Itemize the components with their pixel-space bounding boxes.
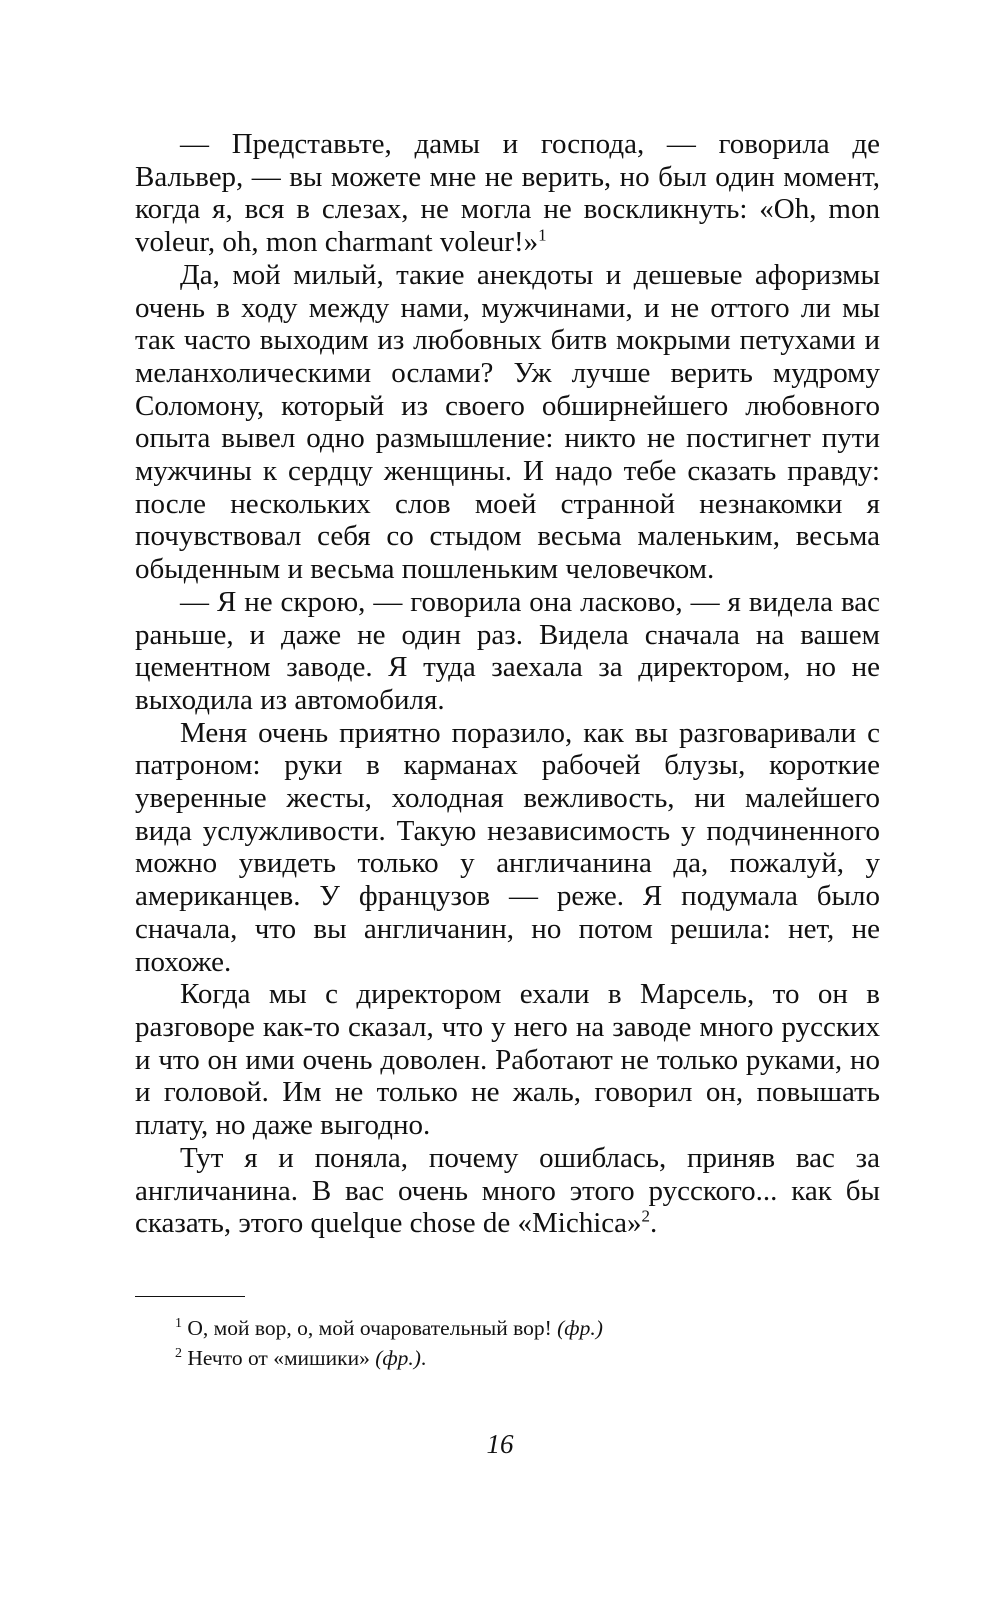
footnote: $^1$ О, мой вор, о, мой очаровательный вор! (фр.) — [175, 1315, 603, 1340]
footnote-language: (фр.) — [557, 1316, 603, 1340]
paragraph: Тут я и поняла, почему ошиблась, приняв вас за англичанина. В вас очень много этого русского... как бы сказать, этого quelque chose de «Michica»$^2$. — [135, 1141, 880, 1240]
footnote-language: (фр.) — [375, 1346, 421, 1370]
main-text — [135, 128, 880, 1240]
footnotes — [175, 1313, 875, 1373]
paragraph: Да, мой милый, такие анекдоты и дешевые афоризмы очень в ходу между нами, мужчинами, и не оттого ли мы так часто выходим из любовных битв мокрыми петухами и меланхолическими ослами? Уж лучше верить мудрому Соломону, который из своего обширнейшего любовного опыта вывел одно размышление: никто не постигнет пути мужчины к сердцу женщины. И надо тебе сказать правду: после нескольких слов моей странной незнакомки я почувствовал себя со стыдом весьма маленьким, весьма обыденным и весьма пошленьким человечком. — [135, 258, 880, 586]
paragraph: — Представьте, дамы и господа, — говорила де Вальвер, — вы можете мне не верить, но был один момент, когда я, вся в слезах, не могла не воскликнуть: «Oh, mon voleur, oh, mon charmant voleur!»$^1$ — [135, 128, 880, 259]
footnote: $^2$ Нечто от «мишики» (фр.). — [175, 1345, 427, 1370]
footnote-mark: 2 — [175, 1345, 182, 1361]
footnote-ref: 2 — [641, 1206, 650, 1226]
paragraph: Когда мы с директором ехали в Марсель, то он в разговоре как-то сказал, что у него на заводе много русских и что он ими очень доволен. Работают не только руками, но и головой. Им не только не жаль, говорил он, повышать плату, но даже выгодно. — [135, 978, 880, 1142]
page-number: 16 — [486, 1429, 514, 1459]
footnote-mark: 1 — [175, 1315, 182, 1331]
paragraph: Меня очень приятно поразило, как вы разговаривали с патроном: руки в карманах рабочей блузы, короткие уверенные жесты, холодная вежливость, ни малейшего вида услужливости. Такую независимость у подчиненного можно увидеть только у англичанина да, пожалуй, у американцев. У французов — реже. Я подумала было сначала, что вы англичанин, но потом решила: нет, не похоже. — [135, 716, 880, 978]
footnote-ref: 1 — [538, 225, 547, 245]
footnote-divider — [135, 1296, 245, 1297]
paragraph: — Я не скрою, — говорила она ласково, — я видела вас раньше, и даже не один раз. Видела сначала на вашем цементном заводе. Я туда заехала за директором, но не выходила из автомобиля. — [135, 585, 880, 716]
